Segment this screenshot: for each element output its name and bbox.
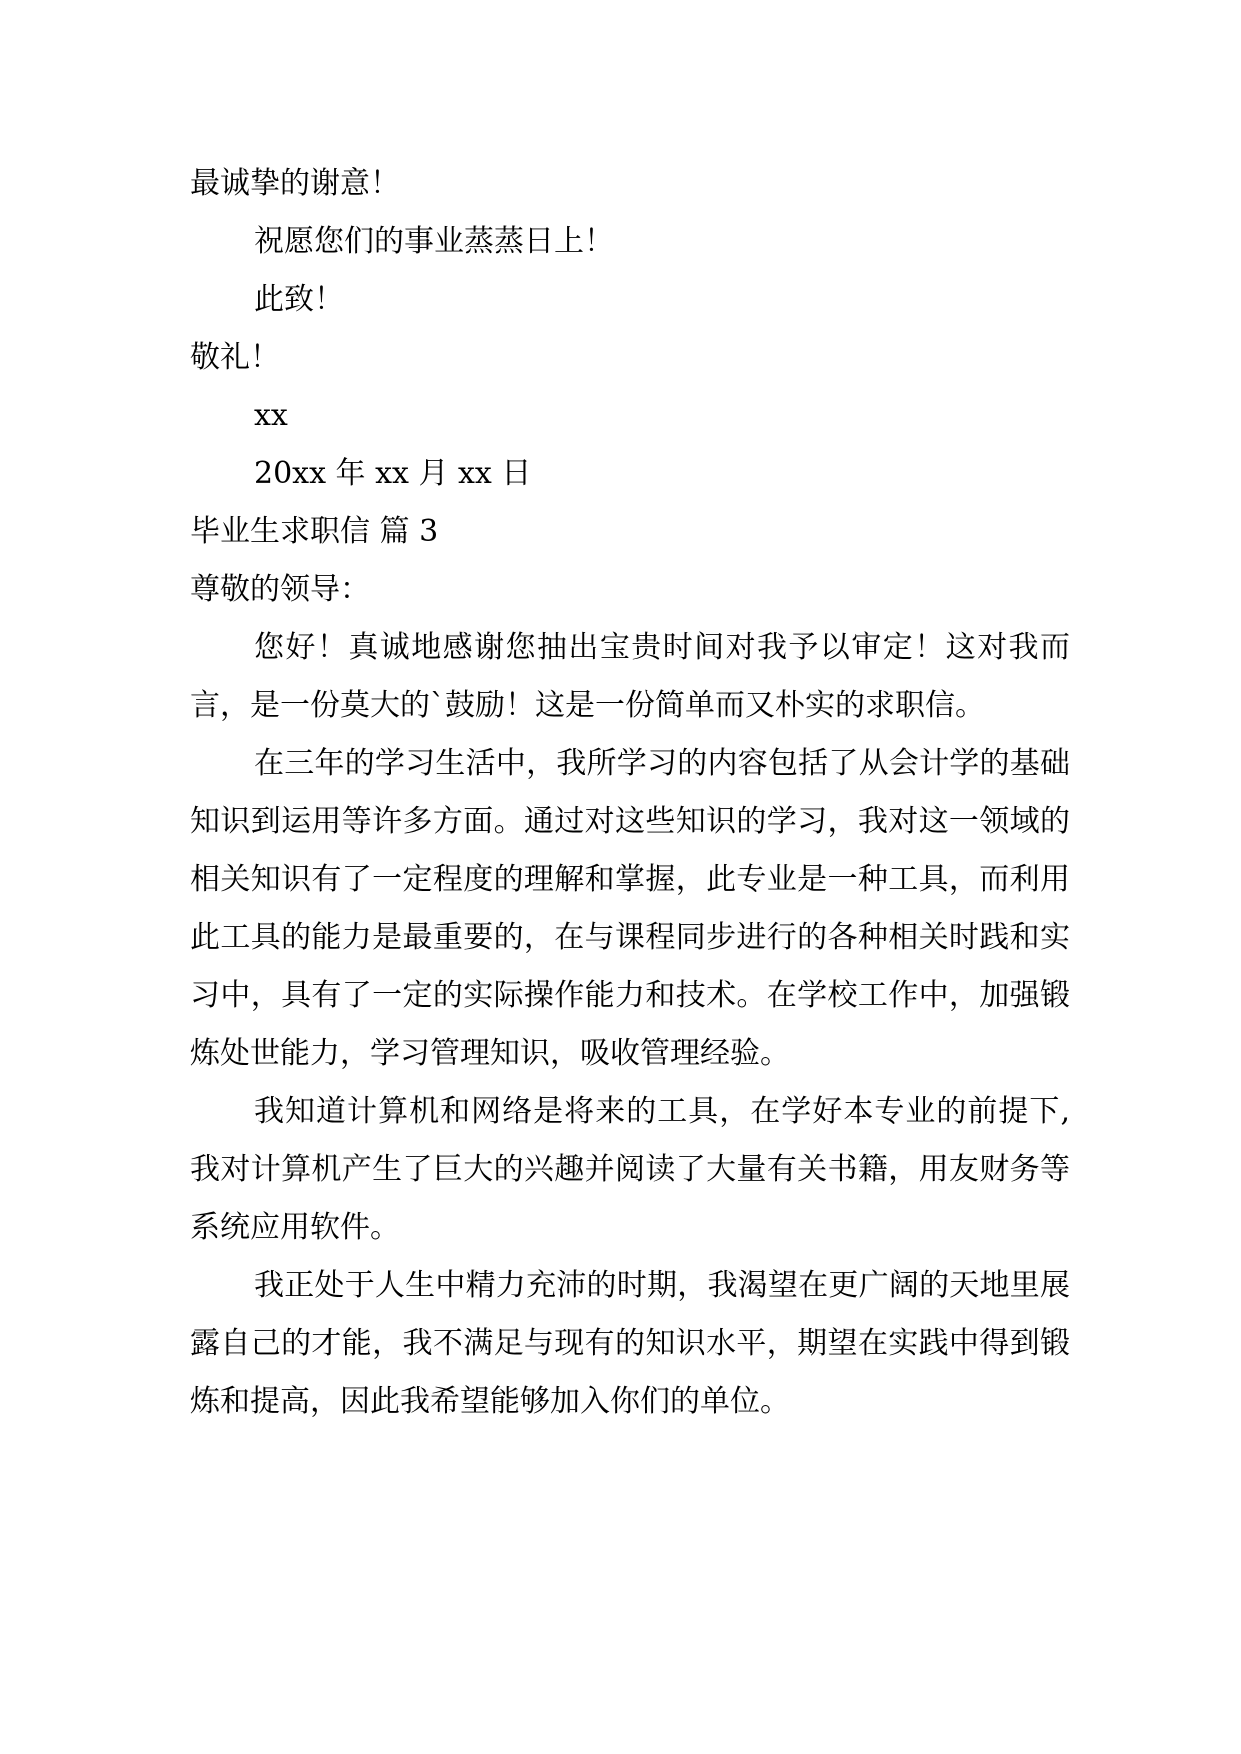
section-title: 毕业生求职信 篇 3 bbox=[190, 514, 439, 549]
closing-thanks: 最诚挚的谢意！ bbox=[190, 166, 400, 201]
paragraph-study: 在三年的学习生活中，我所学习的内容包括了从会计学的基础知识到运用等许多方面。通过对这些知识的学习，我对这一领域的相关知识有了一定程度的理解和掌握，此专业是一种工具，而利用此工具的能力是最重要的，在与课程同步进行的各种相关时践和实习中，具有了一定的实际操作能力和技术。在学校工作中，加强锻炼处世能力，学习管理知识，吸收管理经验。 bbox=[190, 746, 1070, 1071]
letter-body bbox=[190, 155, 1070, 1431]
paragraph-greeting: 您好！真诚地感谢您抽出宝贵时间对我予以审定！这对我而言，是一份莫大的`鼓励！这是一份简单而又朴实的求职信。 bbox=[190, 630, 1070, 723]
closing-respect: 敬礼！ bbox=[190, 340, 280, 375]
paragraph-computer: 我知道计算机和网络是将来的工具，在学好本专业的前提下,我对计算机产生了巨大的兴趣并阅读了大量有关书籍，用友财务等系统应用软件。 bbox=[190, 1094, 1070, 1245]
signature-name: xx bbox=[254, 398, 288, 433]
signature-date: 20xx 年 xx 月 xx 日 bbox=[254, 456, 532, 491]
salutation: 尊敬的领导： bbox=[190, 572, 370, 607]
paragraph-aspiration: 我正处于人生中精力充沛的时期，我渴望在更广阔的天地里展露自己的才能，我不满足与现有的知识水平，期望在实践中得到锻炼和提高，因此我希望能够加入你们的单位。 bbox=[190, 1268, 1070, 1419]
closing-wish: 祝愿您们的事业蒸蒸日上！ bbox=[254, 224, 614, 259]
closing-salute: 此致！ bbox=[254, 282, 344, 317]
